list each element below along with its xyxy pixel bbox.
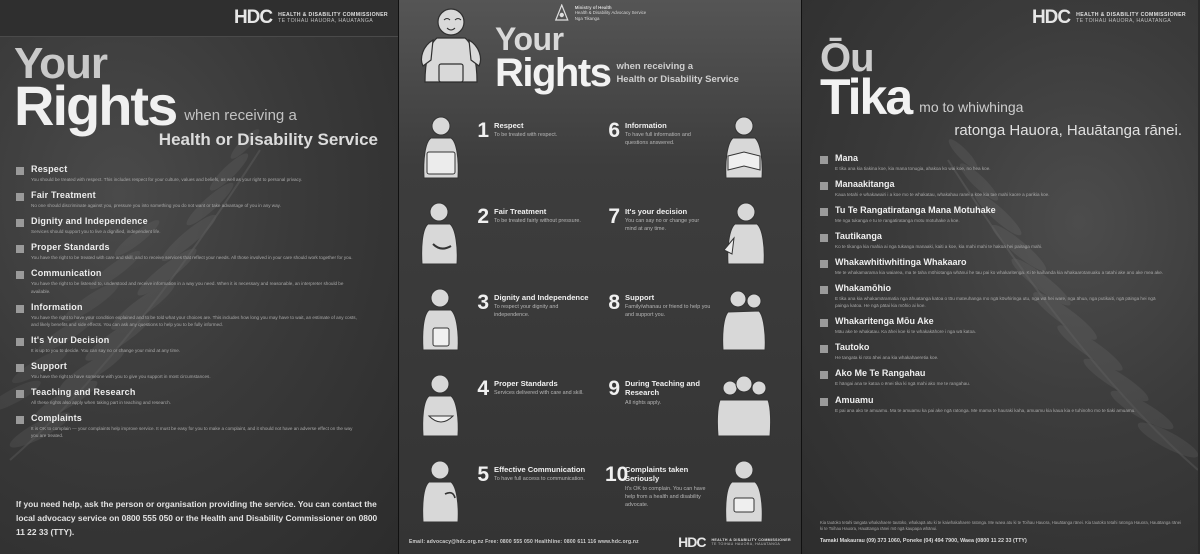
center-heading-when-line1: when receiving a [616, 60, 693, 72]
list-item [820, 205, 1184, 224]
figure-handshake-icon [413, 198, 469, 274]
list-item-body: You have the right to have someone with you to give you support in most circumstances. [31, 373, 211, 379]
center-heading-when [616, 60, 739, 93]
hdc-logo-mark: HDC [678, 534, 706, 550]
figure-complaint-icon [716, 456, 772, 532]
list-item-title: Communication [31, 268, 102, 279]
right-logo-bar [802, 0, 1198, 36]
center-header [399, 0, 801, 110]
list-item [16, 242, 382, 261]
bullet-icon [820, 182, 828, 190]
right-footer-note: Kia tautoko tetahi tangata whakahaere tautoko, whakapā atu ki te kaiwhakahaere ratonga. Me waea atu ki te Toihau Hauora, Hauātanga rānei. Kia tautoko tetahi ratonga Hauora, Hauātanga rānei ki te Toihau Hauora, Hauātanga rānei mō ngā kaupapa whānui. [820, 519, 1181, 532]
bullet-icon [820, 371, 828, 379]
center-heading [495, 21, 739, 96]
bullet-icon [820, 398, 828, 406]
list-item [820, 179, 1184, 198]
center-heading-rights: Rights [495, 51, 611, 96]
figure-greeting-icon [411, 2, 491, 106]
hdc-logo-line2: TE TOIHAU HAUORA, HAUATANGA [711, 542, 781, 546]
list-item-body: Services should support you to live a dignified, independent life. [31, 229, 161, 235]
right-cell [605, 456, 787, 536]
list-item-title: Tautikanga [835, 230, 882, 241]
right-desc: To be treated fairly without pressure. [494, 218, 581, 225]
right-cell [605, 198, 787, 278]
ministry-line2: Health & Disability Advocacy Service [574, 10, 647, 16]
list-item-body: Ko te tikanga kia mahia ai nga tukanga manaaki, kaiti a koe, kia mahi mahi te hakoa hei pairaga mahi. [835, 243, 1043, 249]
hdc-logo-mark: HDC [233, 7, 273, 28]
hdc-logo-line1: HEALTH & DISABILITY COMMISSIONER [278, 11, 388, 18]
list-item-body: He tangata ki roto āhei ana kia whakahaeretia koe. [835, 355, 939, 361]
right-title: Dignity and Independence [494, 293, 589, 302]
bullet-icon [16, 305, 24, 313]
right-number: 4 [477, 377, 489, 400]
list-item-title: Dignity and Independence [31, 216, 148, 227]
bullet-icon [16, 338, 24, 346]
list-item-body: All these rights also apply when taking part in teaching and research. [31, 400, 171, 406]
bullet-icon [16, 167, 24, 175]
list-item [16, 387, 382, 406]
right-number: 7 [608, 205, 620, 228]
left-heading-your: Your [14, 39, 107, 88]
hdc-logo [234, 7, 388, 29]
list-item-title: Fair Treatment [31, 190, 96, 201]
list-item-title: Whakawhitiwhitinga Whakaaro [835, 256, 967, 267]
left-heading-when: when receiving a [184, 106, 297, 124]
right-title: Fair Treatment [494, 207, 547, 216]
list-item [16, 361, 382, 380]
right-number: 8 [608, 291, 620, 314]
list-item-body: You have the right to be treated with care and skill, and to receive services that reflect your needs. All those involved in your care should work together for you. [31, 255, 353, 261]
hdc-logo-mark: HDC [1031, 7, 1071, 28]
bullet-icon [16, 245, 24, 253]
right-footer-contacts: Tamaki Makaurau (09) 373 1060, Poneke (04) 494 7900, Waea (0800 11 22 33 (TTY) [820, 538, 1027, 544]
center-rights-grid [399, 112, 801, 536]
list-item-body: E pai ana ako te amuamu. Ma te amuamu ka pai ake ngā ratonga. Me mama te hauraki kaha, amuamu kia kaua kia e tuhinoho mo te tiaki amuamu. [835, 407, 1136, 413]
list-item-body: E tika ana kia tiakina koe, kia mana tonugia, ahakoa ko wai koe, no hea koe. [835, 165, 991, 171]
right-rights-list [802, 153, 1198, 414]
hdc-logo-line1: HEALTH & DISABILITY COMMISSIONER [711, 537, 791, 542]
list-item-title: Proper Standards [31, 242, 110, 253]
figure-speaking-icon [413, 456, 469, 532]
right-heading-mo: mo to whiwhinga [919, 98, 1024, 115]
right-heading-tika: Tika [820, 69, 912, 125]
left-footer-text: If you need help, ask the person or organisation providing the service. You can contact the local advocacy service on 0800 555 050 or the Health and Disability Commissioner on 0800 11 22 33 (TTY). [16, 499, 378, 538]
bullet-icon [16, 416, 24, 424]
left-heading [0, 37, 398, 150]
list-item-title: Manaakitanga [835, 178, 895, 189]
list-item-title: Tu Te Rangatiratanga Mana Motuhake [835, 204, 996, 215]
bullet-icon [16, 271, 24, 279]
list-item-body: Kaua tetahi e whakawairi i a koe mo te whakatau, whakahau ranei a koe kia tae mahi kaore a parikia koe. [835, 191, 1050, 197]
list-item-title: Whakamōhio [835, 283, 892, 294]
list-item [820, 368, 1184, 387]
hdc-logo-words [278, 12, 388, 24]
figure-bowl-icon [413, 370, 469, 446]
list-item [820, 153, 1184, 172]
list-item-body: No one should discriminate against you, pressure you into something you do not want or take advantage of you in any way. [31, 203, 281, 209]
right-title: During Teaching and Research [625, 379, 700, 398]
bullet-icon [820, 260, 828, 268]
hdc-logo-words [711, 538, 791, 546]
right-title: Support [625, 293, 655, 302]
hdc-logo [1032, 7, 1186, 29]
list-item-body: E tika ana kia whakamāramatia nga āhuatanga katoa o tōu mateuhanga mo ngā kōwhiringa utu, nga wā hei ware, nga āhua, nga putikaiti, ngā pāinga hei ngā painga katoa. He ngā pātai kia mōhio ai koe. [835, 296, 1156, 309]
right-cell [605, 284, 787, 364]
list-item-body: Māu ake te whakatau. Ka āhei koe ki te whakakāhore i nga wā katoa. [835, 329, 976, 335]
center-heading-when-line2: Health or Disability Service [616, 74, 739, 86]
list-item [820, 342, 1184, 361]
right-cell [413, 112, 595, 192]
bullet-icon [820, 319, 828, 327]
figure-standing-icon [413, 284, 469, 360]
list-item-title: Mana [835, 152, 859, 163]
right-desc: To have full access to communication. [494, 476, 585, 483]
figure-scales-icon [413, 112, 469, 188]
right-number: 2 [477, 205, 489, 228]
list-item-body: You have the right to have your condition explained and to be told what your choices are. This includes how long you may have to wait, an estimate of any costs, and likely benefits and side effects. You can ask any questions to help you to be fully informed. [31, 314, 357, 327]
right-title: It's your decision [625, 207, 688, 216]
right-desc: To have full information and questions answered. [625, 132, 691, 147]
list-item [16, 413, 382, 439]
left-logo-bar [0, 0, 398, 37]
list-item-title: Ako Me Te Rangahau [835, 368, 926, 379]
right-heading-subtitle: ratonga Hauora, Hauātanga rānei. [954, 121, 1182, 139]
bullet-icon [820, 345, 828, 353]
right-desc: Family/whanau or friend to help you and support you. [625, 304, 711, 319]
list-item-title: It's Your Decision [31, 334, 110, 345]
list-item-body: Me te whakamarama kia waiarea, ma te taha mōhiotanga whānui he tau pai ko whakaritenga. Ki te kaihanda kia whakaarotanuaku a tatahi ake ano ake mea ake. [835, 269, 1164, 275]
list-item [820, 316, 1184, 335]
left-poster-panel [0, 0, 398, 554]
right-desc: Services delivered with care and skill. [494, 390, 584, 397]
list-item [820, 231, 1184, 250]
right-cell [413, 198, 595, 278]
bullet-icon [820, 156, 828, 164]
right-cell [413, 284, 595, 364]
list-item-body: E hāngai ana te katoa o ēnei tika ki ngā mahi ako me te rangahau. [835, 381, 971, 387]
list-item-title: Tautoko [835, 342, 870, 353]
koru-icon [554, 4, 570, 22]
list-item-title: Support [31, 360, 67, 371]
list-item-title: Teaching and Research [31, 387, 136, 398]
bullet-icon [820, 208, 828, 216]
center-poster-panel [398, 0, 802, 554]
list-item [820, 257, 1184, 276]
right-number: 5 [477, 463, 489, 486]
ministry-logo-words [575, 5, 647, 22]
list-item [16, 216, 382, 235]
hdc-logo [678, 534, 791, 550]
bullet-icon [820, 234, 828, 242]
figure-support-icon [716, 284, 772, 360]
hdc-logo-words [1076, 12, 1186, 24]
left-heading-rights: Rights [14, 73, 177, 137]
right-cell [413, 370, 595, 450]
right-desc: All rights apply. [625, 399, 662, 406]
list-item-title: Whakaritenga Mōu Ake [835, 316, 934, 327]
right-number: 9 [608, 377, 620, 400]
bullet-icon [16, 219, 24, 227]
list-item [16, 190, 382, 209]
right-heading [802, 36, 1198, 139]
right-desc: You can say no or change your mind at any time. [625, 218, 700, 233]
ministry-line3: Nga Tikanga [574, 15, 600, 21]
list-item-body: It is OK to complain — your complaints help improve service. It must be easy for you to make a complaint, and it should not have an adverse effect on the way you are treated. [31, 426, 353, 439]
list-item [820, 283, 1184, 309]
right-title: Information [625, 121, 667, 130]
list-item [820, 395, 1184, 414]
right-desc: To be treated with respect. [494, 132, 558, 139]
bullet-icon [820, 286, 828, 294]
right-desc: It's OK to complain. You can have help from a health and disability advocate. [625, 485, 706, 508]
left-heading-subtitle: Health or Disability Service [158, 129, 378, 149]
ministry-line1: Ministry of Health [574, 4, 612, 10]
right-desc: To respect your dignity and independence. [494, 304, 559, 319]
right-title: Complaints taken Seriously [625, 465, 689, 484]
right-number: 10 [605, 463, 629, 486]
right-number: 3 [477, 291, 489, 314]
ministry-of-health-logo [554, 4, 647, 22]
bullet-icon [16, 390, 24, 398]
right-title: Respect [494, 121, 524, 130]
list-item-title: Respect [31, 163, 68, 174]
bullet-icon [16, 364, 24, 372]
right-number: 1 [477, 119, 489, 142]
figure-group-icon [716, 370, 772, 446]
list-item-body: You should be treated with respect. This includes respect for your culture, values and beliefs, as well as your right to personal privacy. [31, 176, 303, 182]
list-item [16, 335, 382, 354]
hdc-logo-line1: HEALTH & DISABILITY COMMISSIONER [1076, 11, 1186, 18]
center-heading-your: Your [495, 21, 564, 57]
right-cell [413, 456, 595, 536]
right-number: 6 [608, 119, 620, 142]
hdc-logo-line2: TE TOIHAU HAUORA, HAUATANGA [1076, 18, 1172, 24]
center-footer [399, 534, 801, 550]
list-item-body: It is up to you to decide. You can say no or change your mind at any time. [31, 347, 181, 353]
list-item-body: You have the right to be listened to, understood and receive information in a way you need. When it is necessary and reasonable, an interpreter should be available. [31, 281, 344, 294]
list-item [16, 268, 382, 294]
hdc-logo-line2: TE TOIHAU HAUORA, HAUATANGA [278, 18, 374, 24]
list-item [16, 302, 382, 328]
center-footer-text: Email: advocacy@hdc.org.nz Free: 0800 555 050 Healthline: 0800 611 116 www.hdc.org.nz [409, 539, 639, 545]
figure-book-icon [716, 112, 772, 188]
left-rights-list [0, 164, 398, 439]
figure-choice-icon [716, 198, 772, 274]
right-title: Effective Communication [494, 465, 586, 474]
list-item-title: Complaints [31, 413, 83, 424]
right-cell [605, 370, 787, 450]
right-title: Proper Standards [494, 379, 558, 388]
list-item [16, 164, 382, 183]
list-item-title: Amuamu [835, 394, 874, 405]
right-heading-ou: Ōu [820, 36, 874, 80]
right-footer [820, 520, 1184, 544]
list-item-body: Me nga tukanga e tu te rangatiratanga motu motuhake a koe. [835, 217, 960, 223]
list-item-title: Information [31, 301, 83, 312]
right-poster-panel [802, 0, 1198, 554]
right-cell [605, 112, 787, 192]
bullet-icon [16, 193, 24, 201]
